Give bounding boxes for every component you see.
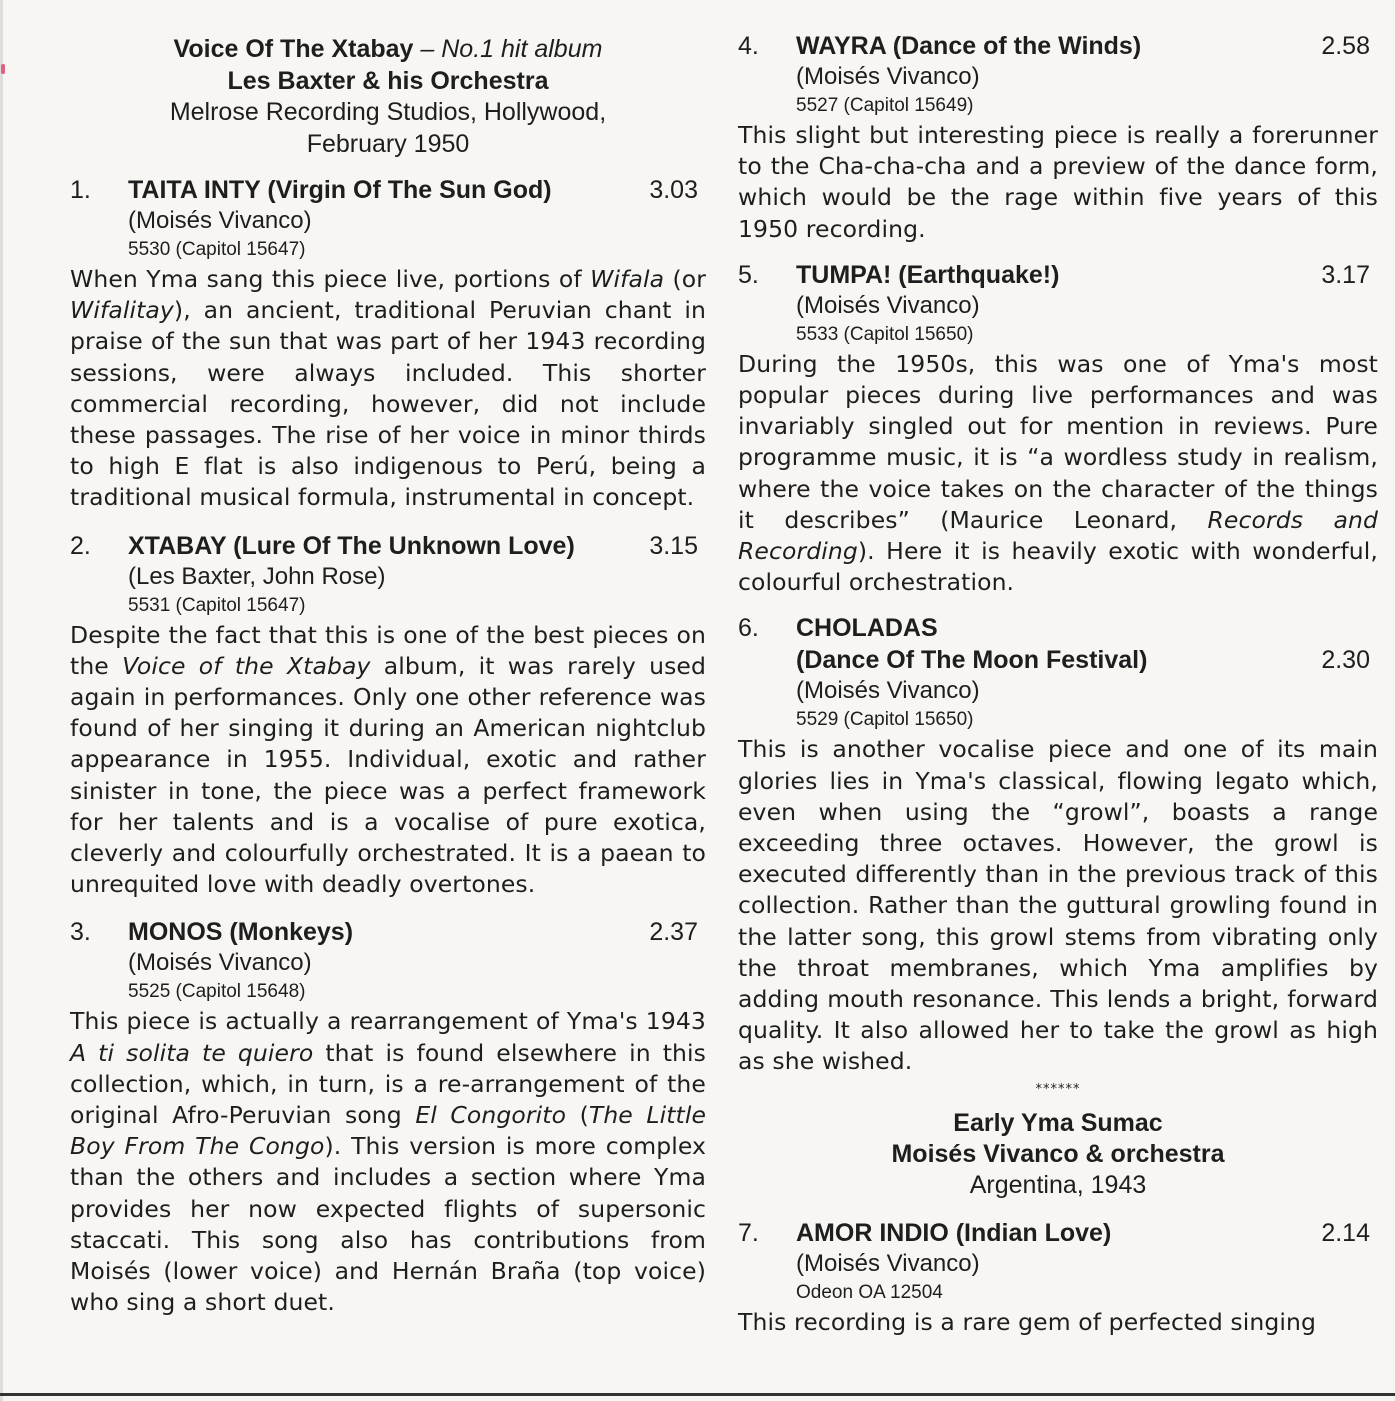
track-duration: 3.03 [649, 176, 698, 204]
track-header [738, 259, 1378, 291]
description-text: Despite the fact that this is one of the best pieces on the [70, 620, 706, 680]
track-header [738, 612, 1378, 676]
track-duration: 2.14 [1321, 1218, 1370, 1247]
description-text: This is another vocalise piece and one of its main glories lies in Yma's classical, flowing legato which, even when using the “growl”, boasts a range exceeding three octaves. However, the growl is executed differently than in the previous track of this collection. Rather than the guttural growling found in the latter song, this growl stems from vibrating only the throat membranes, which Yma amplifies by adding mouth resonance. This lends a bright, forward quality. It also allowed her to take the growl as high as she wished. [738, 735, 1378, 1076]
track-duration: 3.17 [1321, 260, 1370, 289]
track-matrix: Odeon OA 12504 [796, 1281, 943, 1303]
italic-text: Wifalitay [70, 296, 174, 325]
italic-text: Wifala [590, 265, 665, 293]
track [738, 1217, 1378, 1338]
track-matrix: 5533 (Capitol 15650) [796, 323, 974, 345]
track-title: TAITA INTY (Virgin Of The Sun God) [128, 176, 552, 204]
description-text: This recording is a rare gem of perfected singing [738, 1307, 1317, 1336]
track [738, 612, 1378, 1077]
track-title: XTABAY (Lure Of The Unknown Love) [128, 531, 575, 560]
section-place: Argentina, 1943 [969, 1170, 1147, 1199]
album-title: Voice Of The Xtabay [173, 35, 414, 63]
description-text: ). This version is more complex than the others and includes a section where Yma provides her now expected flights of supersonic staccati. This song also has contributions from Moisés (lower voice) and Hernán Braña (top voice) who sing a short duet. [70, 1132, 706, 1317]
track-title: MONOS (Monkeys) [128, 918, 354, 947]
track-composer: (Moisés Vivanco) [796, 291, 980, 319]
track-description [738, 1307, 1378, 1338]
orchestra: Les Baxter & his Orchestra [227, 66, 549, 95]
section-header [738, 1108, 1378, 1201]
track-number: 7. [738, 1218, 759, 1247]
track-composer: (Moisés Vivanco) [128, 949, 312, 977]
description-text: During the 1950s, this was one of Yma's most popular pieces during live performances and was invariably singled out for mention in reviews. Pure programme music, it is “a wordless study in realism, where the voice takes on the character of the things it describes” (Maurice Leonard, [738, 349, 1378, 534]
track-description [70, 1006, 706, 1318]
pink-mark [1, 64, 5, 74]
track-title: WAYRA (Dance of the Winds) [796, 32, 1142, 60]
description-text: that is found elsewhere in this collection, which, in turn, is a re-arrangement of the original Afro-Peruvian song [70, 1038, 706, 1130]
track [738, 30, 1378, 245]
track-matrix: 5525 (Capitol 15648) [128, 981, 306, 1003]
track-matrix: 5529 (Capitol 15650) [796, 709, 974, 731]
description-text: This slight but interesting piece is really a forerunner to the Cha-cha-cha and a preview of the dance form, which would be the rage within five years of this 1950 recording. [738, 121, 1378, 243]
section-divider: ****** [1035, 1081, 1081, 1097]
track-description [70, 620, 706, 901]
track-header [738, 30, 1378, 62]
track-duration: 2.58 [1321, 32, 1370, 60]
section-orchestra: Moisés Vivanco & orchestra [891, 1139, 1225, 1168]
album-title-line [70, 34, 706, 66]
description-text: ), an ancient, traditional Peruvian chant in praise of the sun that was part of her 1943 recording sessions, were always included. This shorter commercial recording, however, did not include these passages. The rise of her voice in minor thirds to high E flat is also indigenous to Perú, being a traditional musical formula, instrumental in concept. [70, 296, 706, 512]
track-matrix: 5530 (Capitol 15647) [128, 239, 306, 260]
italic-text: Records and Recording [738, 505, 1378, 566]
description-text: album, it was rarely used again in performances. Only one other reference was found of her singing it during an American nightclub appearance in 1955. Individual, exotic and rather sinister in tone, the piece was a perfect framework for her talents and is a vocalise of pure exotica, cleverly and colourfully orchestrated. It is a paean to unrequited love with deadly overtones. [70, 651, 707, 899]
track-description [738, 349, 1378, 599]
italic-text: El Congorito [415, 1101, 567, 1130]
track-number: 6. [738, 614, 759, 643]
track [738, 259, 1378, 599]
description-text: ). Here it is heavily exotic with wonderful, colourful orchestration. [738, 537, 1378, 597]
right-column [738, 30, 1378, 1338]
italic-text: Voice of the Xtabay [122, 651, 371, 680]
track-title: AMOR INDIO (Indian Love) [796, 1218, 1112, 1247]
track-title-line2: (Dance Of The Moon Festival) [796, 646, 1148, 675]
track-composer: (Moisés Vivanco) [796, 677, 980, 705]
description-text: This piece is actually a rearrangement of Yma's 1943 [70, 1007, 706, 1036]
track-description [738, 120, 1378, 245]
track-description [70, 264, 706, 514]
track-composer: (Moisés Vivanco) [796, 1249, 980, 1277]
track [70, 530, 706, 901]
track-duration: 3.15 [649, 531, 698, 560]
track-composer: (Les Baxter, John Rose) [128, 562, 386, 590]
track-number: 3. [70, 918, 91, 947]
track-duration: 2.30 [1321, 646, 1370, 675]
italic-text: The Little Boy From The Congo [70, 1101, 707, 1161]
album-subtitle: – No.1 hit album [420, 35, 603, 63]
track-duration: 2.37 [649, 918, 698, 947]
track [70, 174, 706, 514]
album-header [70, 34, 706, 160]
track-title: TUMPA! (Earthquake!) [796, 260, 1060, 289]
track-description [738, 734, 1378, 1077]
bottom-edge [0, 1393, 1395, 1396]
section-title: Early Yma Sumac [953, 1108, 1163, 1137]
track-header [70, 530, 706, 562]
track-number: 5. [738, 260, 759, 289]
track-matrix: 5531 (Capitol 15647) [128, 594, 306, 616]
description-text: When Yma sang this piece live, portions of [70, 265, 591, 293]
track-title: CHOLADAS [796, 614, 938, 643]
italic-text: A ti solita te quiero [70, 1038, 314, 1067]
track-matrix: 5527 (Capitol 15649) [796, 95, 974, 116]
track-header [70, 916, 706, 948]
track-number: 4. [738, 32, 759, 60]
track-header [738, 1217, 1378, 1249]
track-composer: (Moisés Vivanco) [128, 207, 312, 234]
recording-date: February 1950 [306, 129, 470, 158]
left-column [70, 34, 706, 1318]
studio: Melrose Recording Studios, Hollywood, [169, 98, 607, 126]
description-text: (or [664, 265, 706, 293]
description-text: ( [566, 1101, 589, 1130]
track-number: 2. [70, 531, 91, 560]
track [70, 916, 706, 1318]
page-edge [0, 0, 3, 1401]
track-header [70, 174, 706, 206]
track-composer: (Moisés Vivanco) [796, 63, 980, 90]
track-number: 1. [70, 176, 91, 204]
